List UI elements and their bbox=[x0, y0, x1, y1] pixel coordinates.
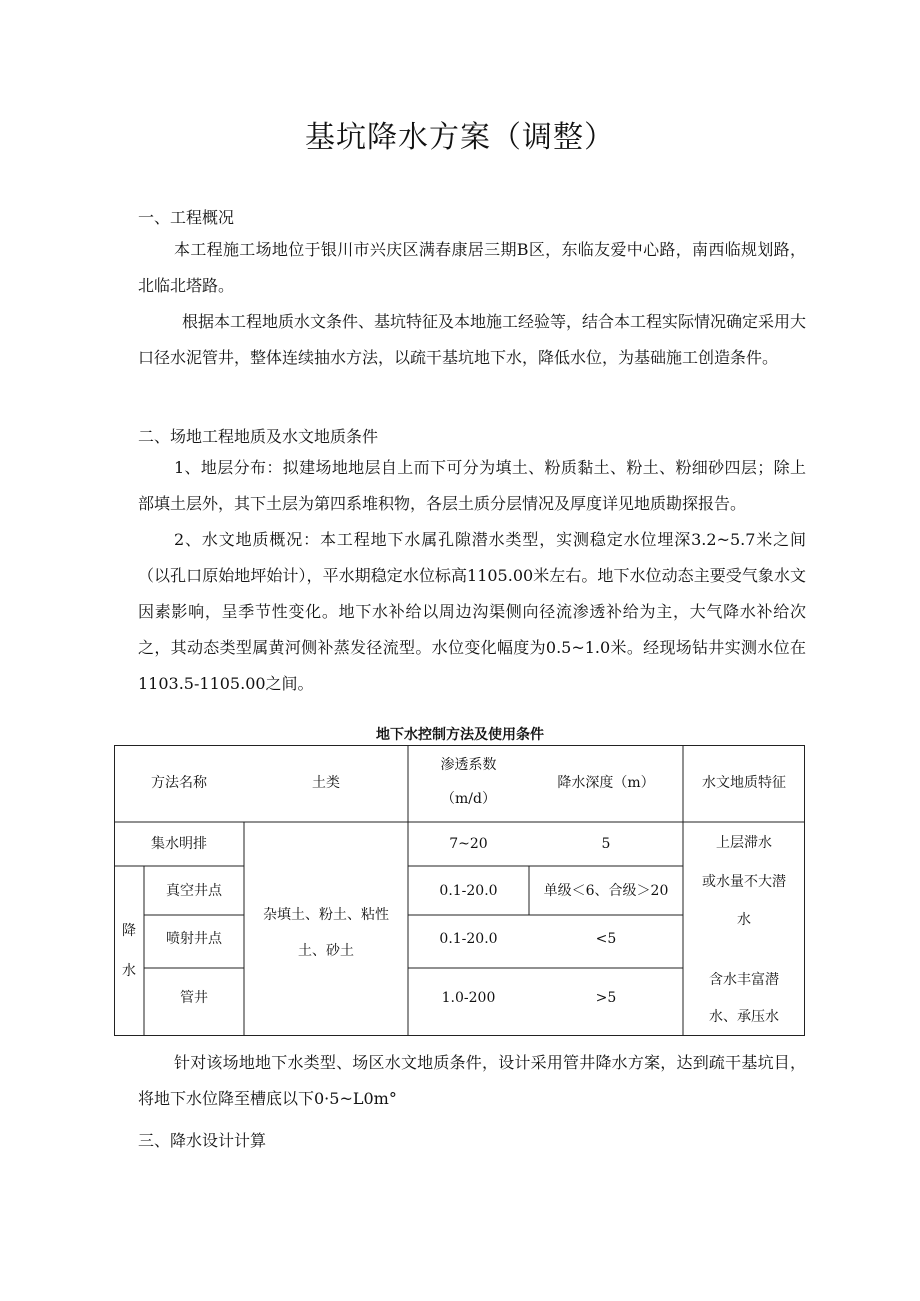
row-vacuum-name: 真空井点 bbox=[166, 883, 222, 899]
section-heading-calculation: 三、降水设计计算 bbox=[138, 1131, 267, 1150]
soil-type-line2: 土、砂土 bbox=[298, 943, 354, 959]
header-hydro: 水文地质特征 bbox=[702, 775, 786, 791]
row-open-drain-name: 集水明排 bbox=[151, 836, 207, 852]
hydro-upper-line3: 水 bbox=[737, 912, 751, 928]
paragraph-strata: 1、地层分布：拟建场地地层自上而下可分为填土、粉质黏土、粉土、粉细砂四层；除上部填土层外，其下土层为第四系堆积物，各层土质分层情况及厚度详见地质勘探报告。 bbox=[138, 458, 806, 513]
header-permeability-unit: （m/d） bbox=[441, 791, 496, 807]
row-jet-perm: 0.1-20.0 bbox=[439, 931, 498, 947]
row-open-drain-perm: 7~20 bbox=[449, 836, 488, 852]
row-vacuum-depth: 单级＜6、合级＞20 bbox=[543, 883, 669, 899]
row-well-perm: 1.0-200 bbox=[441, 990, 496, 1006]
header-soil: 土类 bbox=[312, 775, 340, 791]
group-label-dewatering-1: 降 bbox=[122, 923, 136, 939]
paragraph-site-location: 本工程施工场地位于银川市兴庆区满春康居三期B区，东临友爱中心路，南西临规划路，北临北塔路。 bbox=[138, 240, 806, 295]
header-depth: 降水深度（m） bbox=[557, 775, 655, 791]
hydro-lower-line1: 含水丰富潜 bbox=[709, 972, 779, 988]
row-well-depth: >5 bbox=[595, 990, 617, 1006]
row-well-name: 管井 bbox=[180, 990, 208, 1006]
row-jet-name: 喷射井点 bbox=[166, 931, 222, 947]
paragraph-dewatering-method: 根据本工程地质水文条件、基坑特征及本地施工经验等，结合本工程实际情况确定采用大口径水泥管井，整体连续抽水方法，以疏干基坑地下水，降低水位，为基础施工创造条件。 bbox=[138, 312, 807, 367]
group-label-dewatering-2: 水 bbox=[122, 963, 136, 979]
hydro-lower-line2: 水、承压水 bbox=[709, 1009, 779, 1025]
groundwater-control-table bbox=[114, 745, 805, 1036]
paragraph-hydrogeology: 2、水文地质概况：本工程地下水属孔隙潜水类型，实测稳定水位埋深3.2~5.7米之间（以孔口原始地坪始计），平水期稳定水位标高1105.00米左右。地下水位动态主要受气象水文因素影响，呈季节性变化。地下水补给以周边沟渠侧向径流渗透补给为主，大气降水补给次之，其动态类型属黄河侧补蒸发径流型。水位变化幅度为0.5~1.0米。经现场钻井实测水位在1103.5-1105.00之间。 bbox=[138, 530, 806, 693]
table-caption: 地下水控制方法及使用条件 bbox=[376, 727, 544, 743]
section-heading-overview: 一、工程概况 bbox=[138, 208, 235, 227]
section-heading-geology: 二、场地工程地质及水文地质条件 bbox=[138, 427, 379, 446]
row-open-drain-depth: 5 bbox=[601, 836, 611, 852]
paragraph-dewatering-plan: 针对该场地地下水类型、场区水文地质条件，设计采用管井降水方案，达到疏干基坑目，将地下水位降至槽底以下0·5~L0m° bbox=[138, 1053, 806, 1108]
row-vacuum-perm: 0.1-20.0 bbox=[439, 883, 498, 899]
header-permeability: 渗透系数 bbox=[440, 757, 497, 773]
soil-type-line1: 杂填土、粉土、粘性 bbox=[263, 907, 389, 923]
row-jet-depth: <5 bbox=[595, 931, 617, 947]
header-method: 方法名称 bbox=[151, 775, 207, 791]
hydro-upper-line1: 上层滞水 bbox=[716, 835, 772, 851]
page-title: 基坑降水方案（调整） bbox=[305, 120, 615, 155]
hydro-upper-line2: 或水量不大潜 bbox=[702, 874, 786, 890]
